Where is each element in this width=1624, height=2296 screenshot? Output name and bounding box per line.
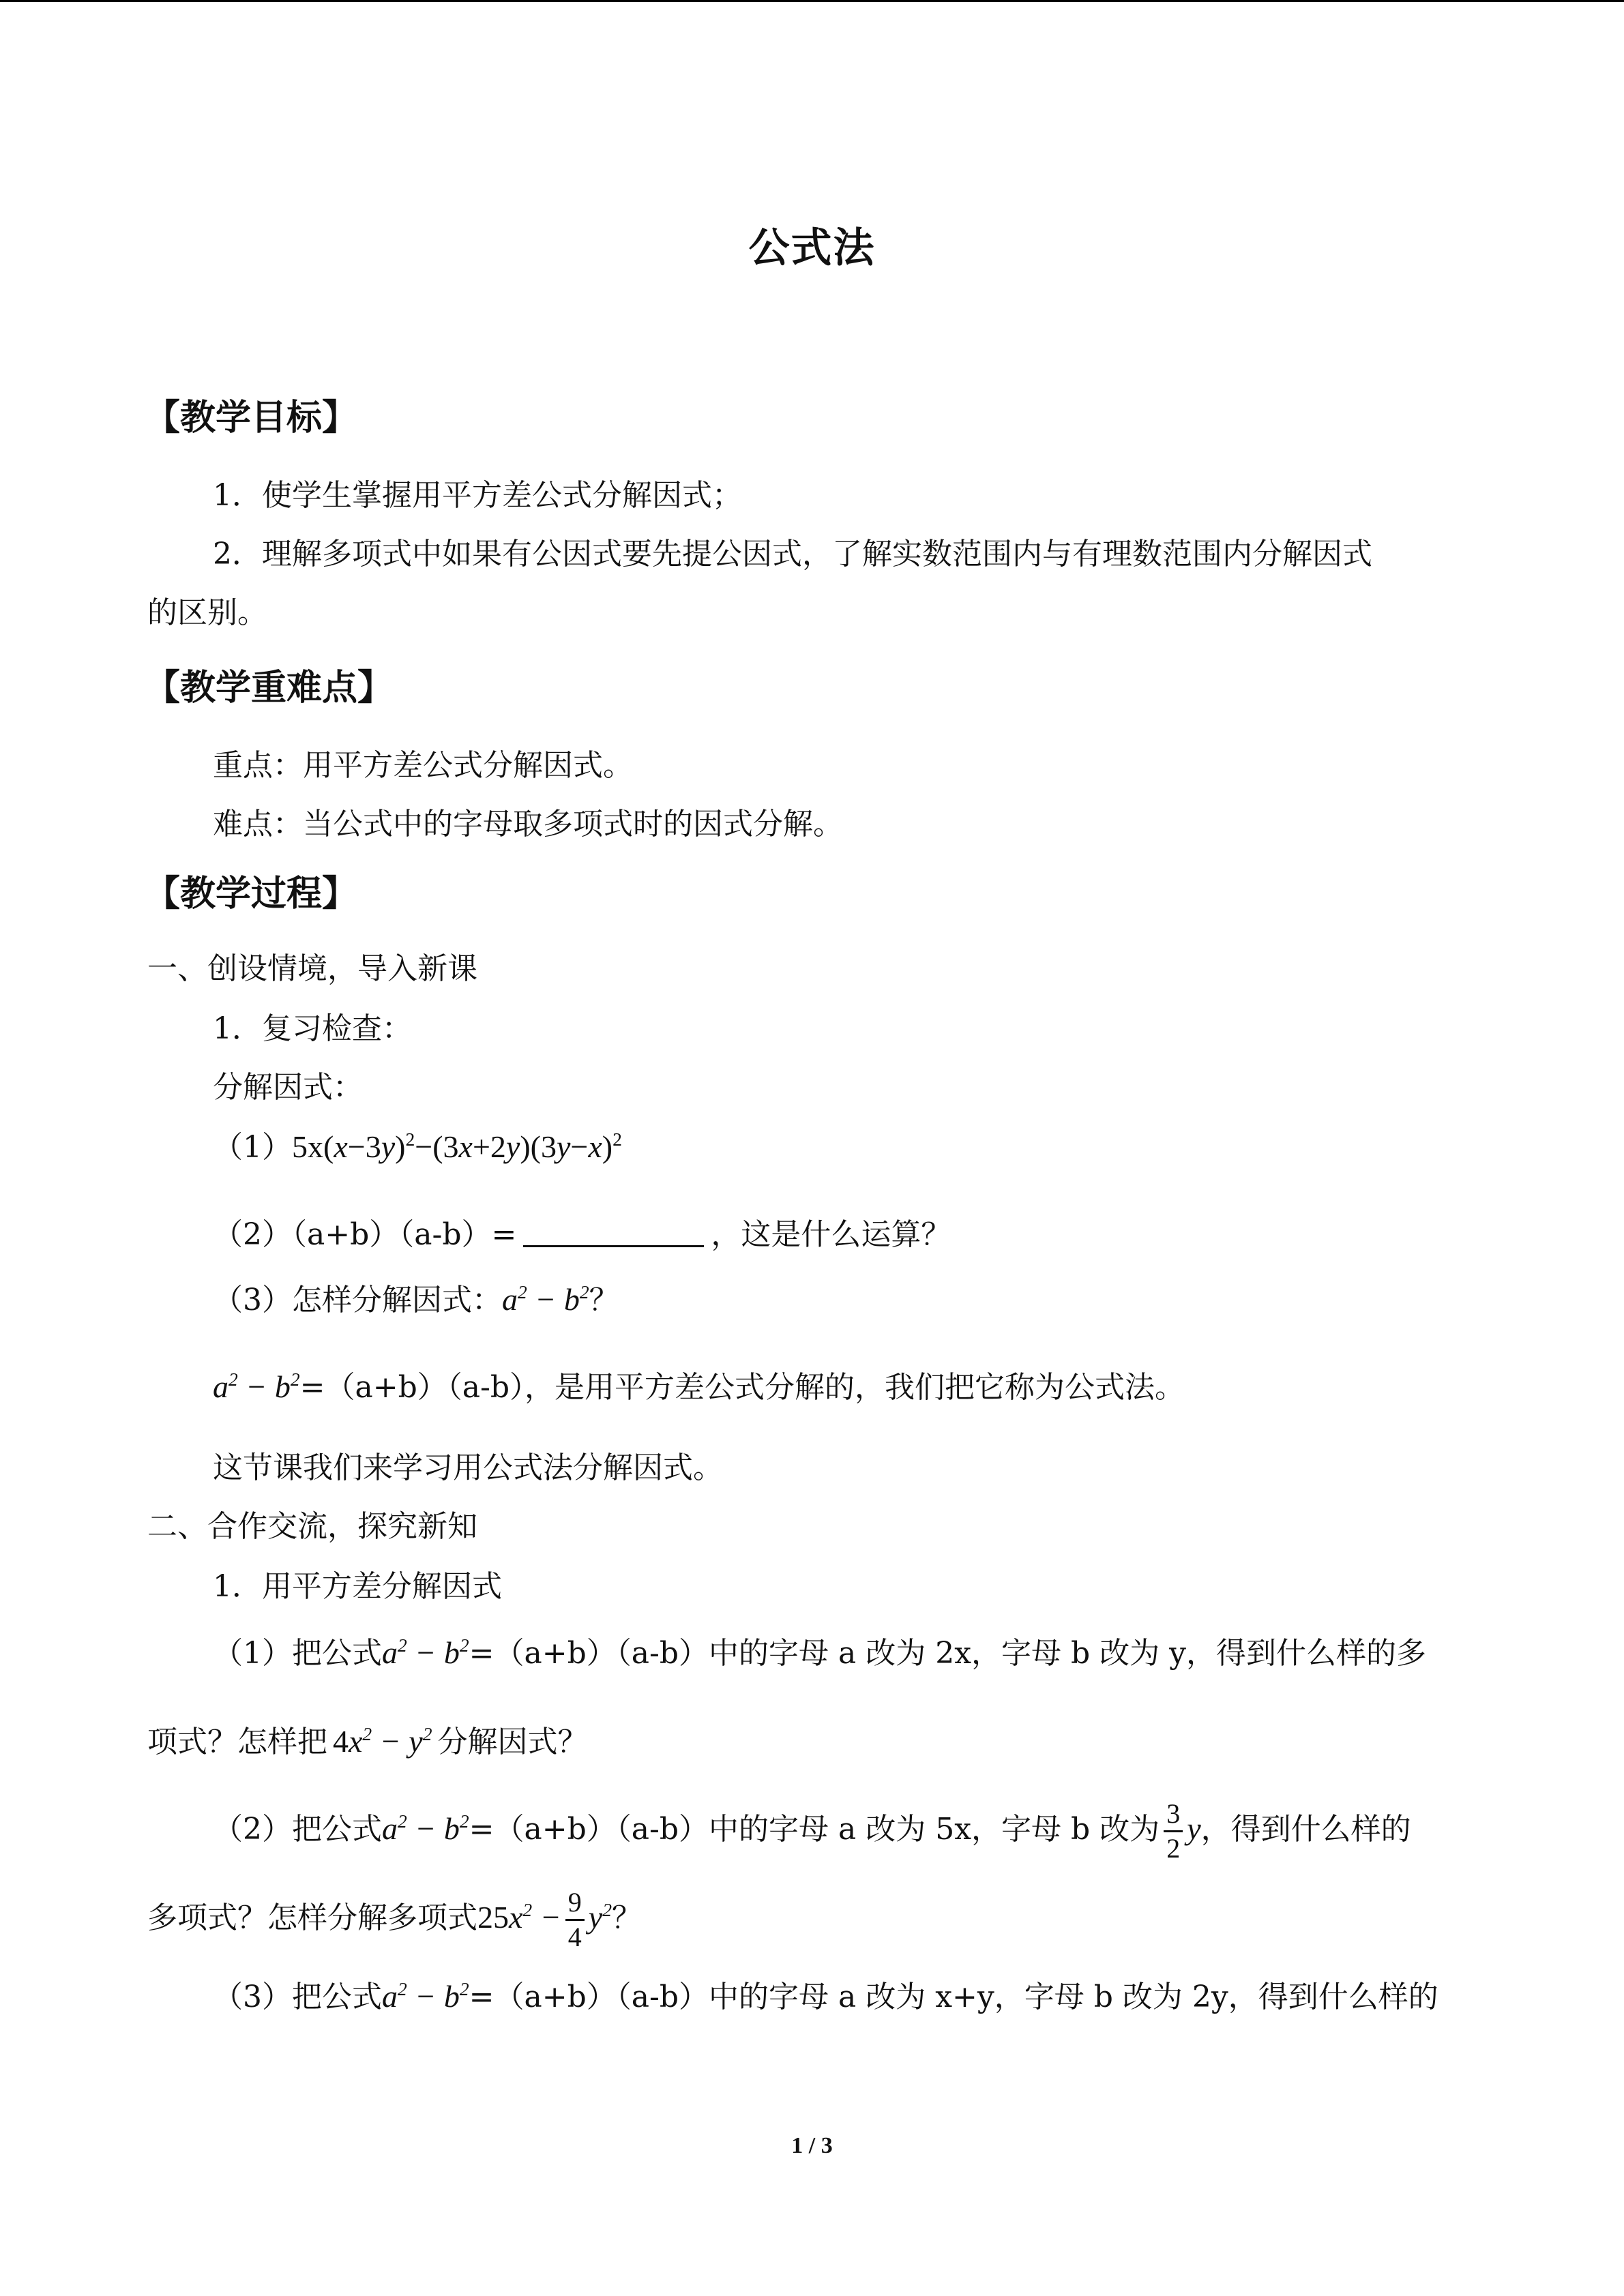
question-3-suffix: ？ [589,1283,619,1317]
formula-statement-text: =（a+b）（a-b），是用平方差公式分解的，我们把它称为公式法。 [299,1370,1185,1405]
exploration-2-prefix: （2）把公式 [213,1812,382,1847]
section2-sub1: 1．用平方差分解因式 [213,1569,502,1604]
expression-25x2: $25x^2$ − [477,1899,561,1935]
exploration-1-line2-suffix: 分解因式？ [437,1725,588,1759]
expression-4x2-y2: $4x^2 - y^2$ [333,1723,432,1759]
heading-key-points: 【教学重难点】 [145,668,394,709]
question-3-label: （3）怎样分解因式： [213,1283,502,1317]
exploration-3-line1 [213,1976,1438,2017]
exploration-1-line2 [147,1721,587,1762]
exploration-2-line2-suffix: ？ [611,1900,642,1935]
top-border [0,0,1624,2]
fraction-three-halves: $\frac{3}{2}$ [1164,1800,1183,1862]
exploration-3-prefix: （3）把公式 [213,1980,382,2014]
question-3 [213,1279,619,1320]
section1-review: 1．复习检查： [213,1011,412,1046]
exploration-2-text: =（a+b）（a-b）中的字母 a 改为 5x，字母 b 改为 [469,1812,1160,1847]
key-point-difficulty: 难点：当公式中的字母取多项式时的因式分解。 [213,807,843,841]
objective-item-2-line2: 的区别。 [147,595,267,630]
exploration-1-text: =（a+b）（a-b）中的字母 a 改为 2x，字母 b 改为 y，得到什么样的多 [469,1636,1427,1671]
section1-factor-label: 分解因式： [213,1070,363,1105]
heading-process: 【教学过程】 [145,874,358,914]
page-title: 公式法 [748,224,876,272]
answer-blank [523,1218,704,1247]
difference-of-squares-expression: $a^2 - b^2$ [502,1281,589,1317]
exploration-3-text: =（a+b）（a-b）中的字母 a 改为 x+y，字母 b 改为 2y，得到什么样的 [469,1980,1438,2014]
variable-y: y [1187,1811,1201,1846]
exploration-2-line2-prefix: 多项式？怎样分解多项式 [147,1900,477,1935]
objective-item-1: 1．使学生掌握用平方差公式分解因式； [213,478,742,513]
exploration-2-line2 [147,1889,642,1951]
section2-title: 二、合作交流，探究新知 [147,1509,477,1544]
page-number: 1 / 3 [791,2133,833,2158]
exploration-1-prefix: （1）把公式 [213,1636,382,1671]
exploration-2-after: ，得到什么样的 [1200,1812,1411,1847]
question-1-expression: $5x(x-3y)^2-(3x+2y)(3y-x)^2$ [292,1129,622,1164]
question-2 [213,1215,951,1254]
formula-expression: $a^2 - b^2$ [213,1369,300,1404]
key-point-focus: 重点：用平方差公式分解因式。 [213,748,633,783]
formula-expression: $a^2 - b^2$ [382,1810,469,1846]
formula-statement [213,1367,1185,1407]
exploration-1-line2-prefix: 项式？怎样把 [147,1725,327,1759]
formula-expression: $a^2 - b^2$ [382,1978,469,2014]
section1-title: 一、创设情境，导入新课 [147,951,477,986]
question-2-label: （2）（a+b）（a-b）= [213,1217,517,1252]
exploration-2-line1 [213,1800,1411,1862]
exploration-1-line1 [213,1632,1426,1673]
question-1 [213,1127,622,1167]
objective-item-2-line1: 2．理解多项式中如果有公因式要先提公因式，了解实数范围内与有理数范围内分解因式 [213,537,1372,571]
question-2-suffix: ，这是什么运算？ [711,1217,951,1252]
heading-objectives: 【教学目标】 [145,398,358,438]
lesson-intro: 这节课我们来学习用公式法分解因式。 [213,1450,723,1485]
expression-y2: $y^2$ [588,1899,612,1935]
fraction-nine-quarters: $\frac{9}{4}$ [565,1889,585,1951]
formula-expression: $a^2 - b^2$ [382,1635,469,1670]
question-1-label: （1） [213,1130,292,1165]
